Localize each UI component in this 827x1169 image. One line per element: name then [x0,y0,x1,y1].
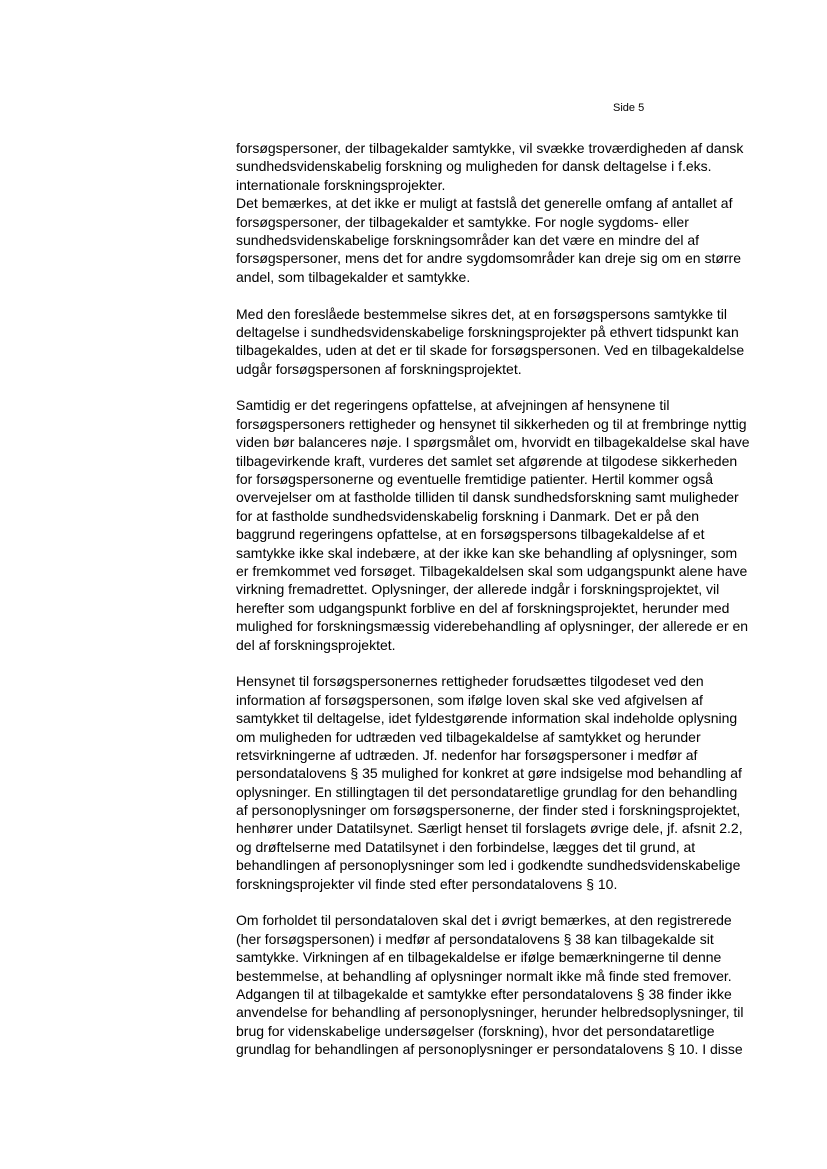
text-line: persondatalovens § 35 mulighed for konkret at gøre indsigelse mod behandling af [236,765,742,782]
text-line: Adgangen til at tilbagekalde et samtykke efter persondatalovens § 38 finder ikke [236,985,732,1002]
text-line: anvendelse for behandling af personoplysninger, herunder helbredsoplysninger, til [236,1004,744,1021]
paragraph [236,194,756,286]
text-line: forsøgspersoner, der tilbagekalder et samtykke. For nogle sygdoms- eller [236,213,689,230]
text-line: tilbagekaldes, uden at det er til skade for forsøgspersonen. Ved en tilbagekaldelse [236,342,745,359]
text-line: samtykket til deltagelse, idet fyldestgørende information skal indeholde oplysning [236,710,738,727]
text-line: og drøftelserne med Datatilsynet i den forbindelse, lægges det til grund, at [236,838,696,855]
text-line: oplysninger. En stillingtagen til det persondataretlige grundlag for den behandling [236,783,738,800]
text-line: sundhedsvidenskabelige forskningsområder kan det være en mindre del af [236,231,700,248]
text-line: herefter som udgangspunkt forblive en del af forskningsprojektet, herunder med [236,599,730,616]
text-line: (her forsøgspersonen) i medfør af persondatalovens § 38 kan tilbagekalde sit [236,930,714,947]
text-line: Hensynet til forsøgspersonernes rettigheder forudsættes tilgodeset ved den [236,673,704,690]
text-line: andel, som tilbagekalder et samtykke. [236,268,471,285]
text-line: tilbagevirkende kraft, vurderes det samlet set afgørende at tilgodese sikkerheden [236,452,738,469]
text-line: forskningsprojekter vil finde sted efter persondatalovens § 10. [236,875,618,892]
text-line: Om forholdet til persondataloven skal det i øvrigt bemærkes, at den registrerede [236,912,732,929]
text-line: viden bør balanceres nøje. I spørgsmålet om, hvorvidt en tilbagekaldelse skal have [236,434,750,451]
text-line: for at fastholde sundhedsvidenskabelig forskning i Danmark. Det er på den [236,507,700,524]
page-number: Side 5 [613,102,645,114]
text-line: for forsøgspersonerne og eventuelle fremtidige patienter. Hertil kommer også [236,471,714,488]
document-body [236,139,756,1059]
text-line: mulighed for forskningsmæssig viderebehandling af oplysninger, der allerede er en [236,618,749,635]
text-line: internationale forskningsprojekter. [236,176,446,193]
text-line: Samtidig er det regeringens opfattelse, at afvejningen af hensynene til [236,397,670,414]
text-line: virkning fremadrettet. Oplysninger, der allerede indgår i forskningsprojektet, vil [236,581,720,598]
text-line: grundlag for behandlingen af personoplysninger er persondatalovens § 10. I disse [236,1041,743,1058]
text-line: baggrund regeringens opfattelse, at en forsøgspersons tilbagekaldelse af et [236,526,705,543]
paragraph [236,911,756,1058]
paragraph-gap [236,378,756,396]
text-line: brug for videnskabelige undersøgelser (forskning), hvor det persondataretlige [236,1022,715,1039]
text-line: del af forskningsprojektet. [236,636,396,653]
text-line: overvejelser om at fastholde tilliden til dansk sundhedsforskning samt muligheder [236,489,739,506]
text-line: information af forsøgspersonen, som ifølge loven skal ske ved afgivelsen af [236,691,703,708]
text-line: Med den foreslåede bestemmelse sikres det, at en forsøgspersons samtykke til [236,305,727,322]
text-line: forsøgspersoner, mens det for andre sygdomsområder kan dreje sig om en større [236,250,741,267]
text-line: retsvirkningerne af udtræden. Jf. nedenfor har forsøgspersoner i medfør af [236,746,698,763]
text-line: af personoplysninger om forsøgspersonerne, der finder sted i forskningsprojektet, [236,802,741,819]
text-line: er fremkommet ved forsøget. Tilbagekaldelsen skal som udgangspunkt alene have [236,562,748,579]
paragraph [236,305,756,379]
text-line: sundhedsvidenskabelig forskning og muligheden for dansk deltagelse i f.eks. [236,158,712,175]
text-line: samtykke. Virkningen af en tilbagekaldelse er ifølge bemærkningerne til denne [236,949,722,966]
paragraph-gap [236,286,756,304]
text-line: forsøgspersoners rettigheder og hensynet til sikkerheden og til at frembringe nyttig [236,415,747,432]
text-line: henhører under Datatilsynet. Særligt henset til forslagets øvrige dele, jf. afsnit 2.2, [236,820,743,837]
text-line: behandlingen af personoplysninger som led i godkendte sundhedsvidenskabelige [236,857,741,874]
text-line: bestemmelse, at behandling af oplysninger normalt ikke må finde sted fremover. [236,967,732,984]
text-line: udgår forsøgspersonen af forskningsprojektet. [236,360,522,377]
text-line: om muligheden for udtræden ved tilbagekaldelse af samtykket og herunder [236,728,701,745]
paragraph [236,396,756,653]
text-line: deltagelse i sundhedsvidenskabelige forskningsprojekter på ethvert tidspunkt kan [236,323,739,340]
text-line: Det bemærkes, at det ikke er muligt at fastslå det generelle omfang af antallet af [236,195,733,212]
paragraph-gap [236,654,756,672]
paragraph [236,672,756,893]
paragraph-gap [236,893,756,911]
text-line: forsøgspersoner, der tilbagekalder samtykke, vil svække troværdigheden af dansk [236,140,744,156]
paragraph [236,139,756,194]
text-line: samtykke ikke skal indebære, at der ikke kan ske behandling af oplysninger, som [236,544,738,561]
